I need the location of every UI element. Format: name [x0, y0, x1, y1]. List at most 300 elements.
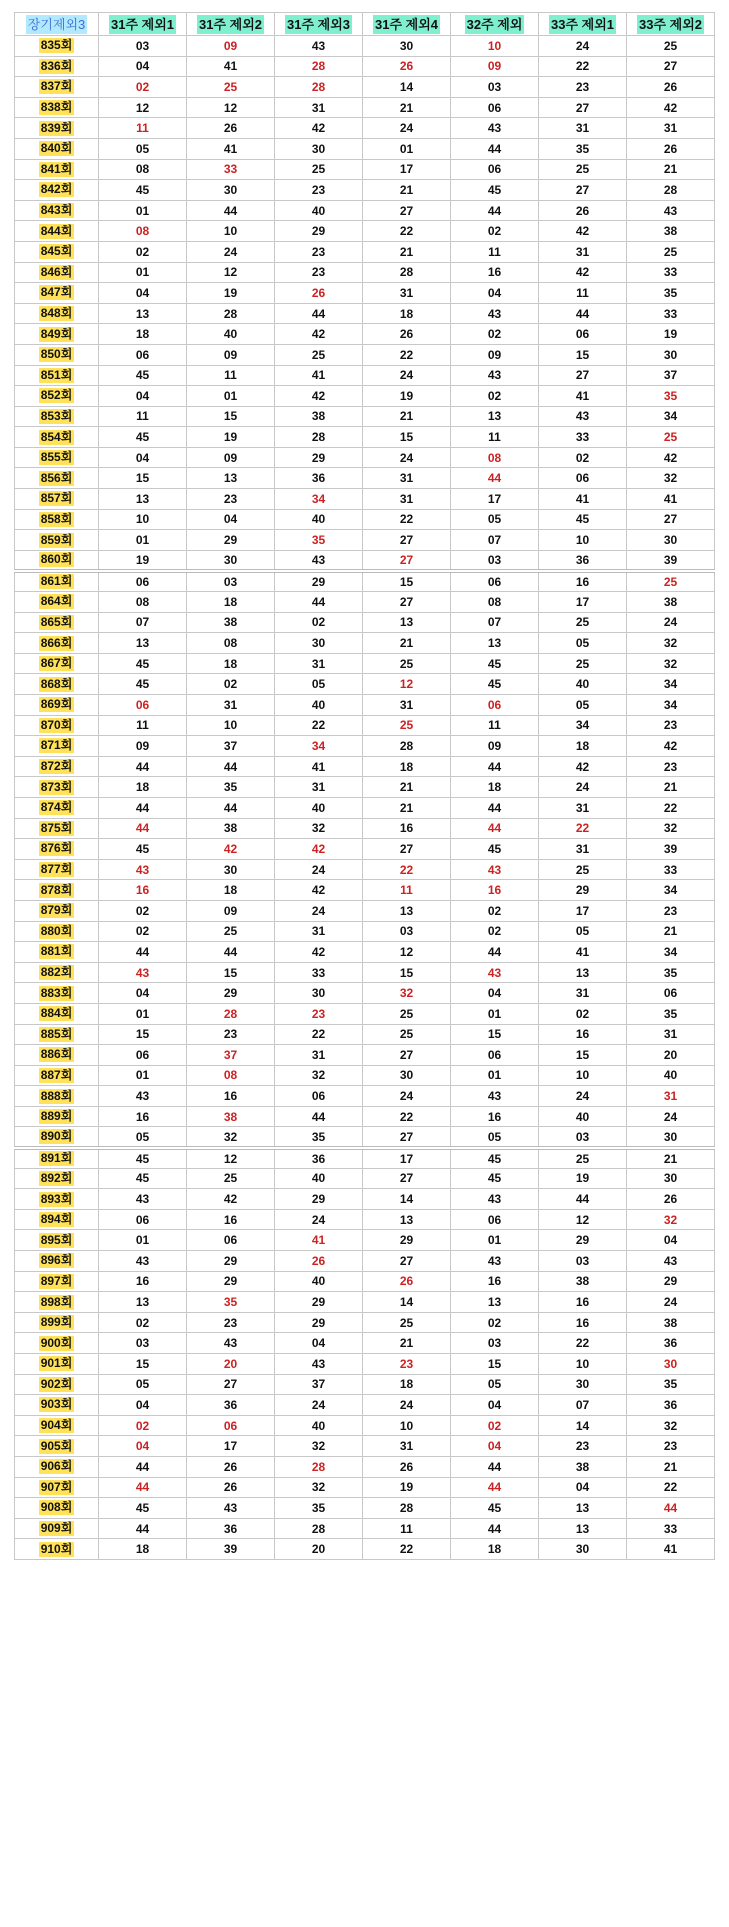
round-cell — [15, 159, 99, 180]
number-cell: 23 — [187, 1024, 275, 1045]
table-row — [15, 839, 715, 860]
number-cell: 06 — [539, 468, 627, 489]
number-cell: 17 — [363, 1148, 451, 1169]
number-cell: 26 — [187, 1456, 275, 1477]
number-cell: 25 — [363, 653, 451, 674]
number-cell: 31 — [539, 241, 627, 262]
round-cell — [15, 983, 99, 1004]
number-cell: 12 — [363, 942, 451, 963]
number-cell: 43 — [187, 1498, 275, 1519]
number-cell: 18 — [363, 303, 451, 324]
table-row — [15, 653, 715, 674]
table-row — [15, 1065, 715, 1086]
number-cell: 42 — [539, 756, 627, 777]
number-cell: 11 — [451, 715, 539, 736]
number-cell: 45 — [451, 674, 539, 695]
number-cell: 03 — [451, 1333, 539, 1354]
number-cell: 24 — [539, 1086, 627, 1107]
round-label: 842회 — [40, 182, 73, 197]
number-cell: 19 — [187, 427, 275, 448]
number-cell: 31 — [275, 1045, 363, 1066]
table-row — [15, 1498, 715, 1519]
round-cell — [15, 386, 99, 407]
number-cell: 08 — [99, 592, 187, 613]
round-cell — [15, 427, 99, 448]
round-cell — [15, 241, 99, 262]
round-label: 848회 — [40, 306, 73, 321]
number-cell: 04 — [99, 447, 187, 468]
round-label: 853회 — [40, 408, 73, 423]
number-cell: 06 — [99, 1209, 187, 1230]
number-cell: 42 — [187, 1189, 275, 1210]
round-cell — [15, 859, 99, 880]
table-body — [15, 36, 715, 1560]
round-label: 852회 — [40, 388, 73, 403]
table-row — [15, 283, 715, 304]
number-cell: 31 — [539, 983, 627, 1004]
number-cell: 43 — [627, 200, 715, 221]
round-cell — [15, 56, 99, 77]
number-cell: 01 — [451, 1003, 539, 1024]
number-cell: 12 — [363, 674, 451, 695]
round-label: 907회 — [40, 1479, 73, 1494]
number-cell: 21 — [627, 777, 715, 798]
table-row — [15, 365, 715, 386]
table-row — [15, 880, 715, 901]
number-cell: 31 — [363, 1436, 451, 1457]
number-cell: 01 — [99, 1230, 187, 1251]
table-row — [15, 674, 715, 695]
number-cell: 05 — [99, 138, 187, 159]
round-cell — [15, 468, 99, 489]
round-label: 908회 — [40, 1500, 73, 1515]
number-cell: 30 — [275, 633, 363, 654]
table-row — [15, 427, 715, 448]
number-cell: 15 — [187, 406, 275, 427]
number-cell: 32 — [275, 1065, 363, 1086]
number-cell: 02 — [99, 241, 187, 262]
number-cell: 40 — [275, 1271, 363, 1292]
number-cell: 20 — [275, 1539, 363, 1560]
number-cell: 28 — [627, 180, 715, 201]
round-label: 899회 — [40, 1315, 73, 1330]
table-row — [15, 241, 715, 262]
number-cell: 14 — [363, 77, 451, 98]
number-cell: 16 — [539, 1024, 627, 1045]
number-cell: 18 — [363, 756, 451, 777]
table-row — [15, 509, 715, 530]
table-row — [15, 138, 715, 159]
number-cell: 41 — [627, 489, 715, 510]
number-cell: 18 — [451, 777, 539, 798]
round-label: 872회 — [40, 759, 73, 774]
number-cell: 20 — [187, 1354, 275, 1375]
number-cell: 35 — [627, 386, 715, 407]
number-cell: 06 — [451, 97, 539, 118]
table-row — [15, 489, 715, 510]
number-cell: 43 — [275, 36, 363, 57]
number-cell: 06 — [275, 1086, 363, 1107]
table-row — [15, 1086, 715, 1107]
round-label: 841회 — [40, 161, 73, 176]
number-cell: 35 — [627, 1003, 715, 1024]
number-cell: 25 — [539, 653, 627, 674]
round-label: 875회 — [40, 820, 73, 835]
table-row — [15, 530, 715, 551]
round-cell — [15, 1024, 99, 1045]
round-label: 861회 — [40, 574, 73, 589]
number-cell: 45 — [99, 1498, 187, 1519]
number-cell: 13 — [451, 406, 539, 427]
number-cell: 30 — [363, 36, 451, 57]
number-cell: 04 — [99, 1436, 187, 1457]
number-cell: 16 — [451, 1106, 539, 1127]
round-cell — [15, 180, 99, 201]
number-cell: 23 — [275, 241, 363, 262]
number-cell: 02 — [99, 77, 187, 98]
number-cell: 24 — [539, 777, 627, 798]
number-cell: 16 — [539, 1312, 627, 1333]
number-cell: 15 — [363, 427, 451, 448]
round-cell — [15, 1148, 99, 1169]
number-cell: 45 — [99, 1148, 187, 1169]
round-label: 871회 — [40, 738, 73, 753]
number-cell: 01 — [451, 1230, 539, 1251]
round-cell — [15, 406, 99, 427]
number-cell: 12 — [187, 1148, 275, 1169]
number-cell: 27 — [363, 1251, 451, 1272]
table-row — [15, 324, 715, 345]
number-cell: 32 — [627, 468, 715, 489]
table-row — [15, 1539, 715, 1560]
number-cell: 22 — [363, 1539, 451, 1560]
round-cell — [15, 1436, 99, 1457]
number-cell: 31 — [363, 489, 451, 510]
number-cell: 34 — [539, 715, 627, 736]
number-cell: 35 — [187, 777, 275, 798]
number-cell: 06 — [451, 1045, 539, 1066]
number-cell: 33 — [627, 303, 715, 324]
number-cell: 32 — [275, 818, 363, 839]
number-cell: 43 — [539, 406, 627, 427]
number-cell: 40 — [539, 1106, 627, 1127]
table-row — [15, 1292, 715, 1313]
number-cell: 22 — [363, 1106, 451, 1127]
number-cell: 16 — [451, 262, 539, 283]
number-cell: 35 — [627, 1374, 715, 1395]
table-row — [15, 159, 715, 180]
number-cell: 09 — [451, 736, 539, 757]
number-cell: 05 — [539, 633, 627, 654]
round-label: 880회 — [40, 923, 73, 938]
number-cell: 18 — [363, 1374, 451, 1395]
table-row — [15, 1003, 715, 1024]
number-cell: 01 — [99, 1065, 187, 1086]
number-cell: 25 — [363, 715, 451, 736]
number-cell: 36 — [187, 1518, 275, 1539]
number-cell: 32 — [627, 633, 715, 654]
number-cell: 17 — [363, 159, 451, 180]
header-cell — [539, 13, 627, 36]
number-cell: 44 — [99, 818, 187, 839]
number-cell: 45 — [451, 180, 539, 201]
number-cell: 24 — [275, 859, 363, 880]
number-cell: 31 — [363, 468, 451, 489]
number-cell: 23 — [539, 1436, 627, 1457]
number-cell: 16 — [187, 1086, 275, 1107]
round-label: 874회 — [40, 800, 73, 815]
number-cell: 02 — [451, 324, 539, 345]
round-label: 893회 — [40, 1191, 73, 1206]
round-cell — [15, 489, 99, 510]
number-cell: 41 — [627, 1539, 715, 1560]
number-cell: 29 — [187, 530, 275, 551]
number-cell: 31 — [275, 777, 363, 798]
number-cell: 29 — [539, 1230, 627, 1251]
number-cell: 24 — [363, 1086, 451, 1107]
round-cell — [15, 262, 99, 283]
number-cell: 02 — [99, 921, 187, 942]
number-cell: 30 — [627, 344, 715, 365]
round-cell — [15, 1086, 99, 1107]
header-row — [15, 13, 715, 36]
number-cell: 44 — [539, 303, 627, 324]
number-cell: 27 — [539, 365, 627, 386]
table-row — [15, 221, 715, 242]
number-cell: 28 — [275, 56, 363, 77]
table-row — [15, 1251, 715, 1272]
round-label: 881회 — [40, 944, 73, 959]
table-row — [15, 962, 715, 983]
number-cell: 31 — [187, 695, 275, 716]
round-cell — [15, 344, 99, 365]
number-cell: 04 — [99, 983, 187, 1004]
number-cell: 27 — [627, 509, 715, 530]
table-row — [15, 983, 715, 1004]
number-cell: 12 — [187, 262, 275, 283]
number-cell: 10 — [363, 1415, 451, 1436]
number-cell: 44 — [451, 1477, 539, 1498]
number-cell: 30 — [627, 1168, 715, 1189]
table-row — [15, 97, 715, 118]
number-cell: 26 — [187, 118, 275, 139]
number-cell: 18 — [99, 777, 187, 798]
number-cell: 17 — [451, 489, 539, 510]
table-row — [15, 1456, 715, 1477]
round-cell — [15, 530, 99, 551]
number-cell: 15 — [99, 1024, 187, 1045]
number-cell: 06 — [187, 1415, 275, 1436]
number-cell: 29 — [275, 1312, 363, 1333]
number-cell: 36 — [627, 1395, 715, 1416]
number-cell: 33 — [275, 962, 363, 983]
number-cell: 43 — [99, 1086, 187, 1107]
number-cell: 23 — [539, 77, 627, 98]
number-cell: 25 — [627, 571, 715, 592]
round-cell — [15, 1271, 99, 1292]
number-cell: 43 — [451, 1086, 539, 1107]
number-cell: 43 — [99, 859, 187, 880]
round-label: 898회 — [40, 1294, 73, 1309]
number-cell: 13 — [539, 962, 627, 983]
number-cell: 03 — [363, 921, 451, 942]
number-cell: 21 — [363, 406, 451, 427]
round-label: 837회 — [40, 79, 73, 94]
round-cell — [15, 633, 99, 654]
number-cell: 19 — [627, 324, 715, 345]
number-cell: 37 — [275, 1374, 363, 1395]
number-cell: 45 — [539, 509, 627, 530]
table-row — [15, 77, 715, 98]
table-row — [15, 1209, 715, 1230]
number-cell: 44 — [451, 756, 539, 777]
number-cell: 25 — [187, 77, 275, 98]
number-cell: 26 — [275, 283, 363, 304]
number-cell: 23 — [187, 1312, 275, 1333]
number-cell: 26 — [539, 200, 627, 221]
number-cell: 42 — [627, 447, 715, 468]
number-cell: 41 — [539, 386, 627, 407]
number-cell: 38 — [627, 592, 715, 613]
number-cell: 17 — [187, 1436, 275, 1457]
round-label: 879회 — [40, 903, 73, 918]
number-cell: 45 — [451, 1148, 539, 1169]
number-cell: 19 — [363, 386, 451, 407]
number-cell: 24 — [363, 365, 451, 386]
number-cell: 44 — [187, 756, 275, 777]
number-cell: 42 — [275, 324, 363, 345]
number-cell: 26 — [187, 1477, 275, 1498]
number-cell: 40 — [539, 674, 627, 695]
header-label: 31주 제외2 — [199, 16, 262, 32]
number-cell: 25 — [539, 612, 627, 633]
number-cell: 15 — [363, 962, 451, 983]
round-label: 849회 — [40, 326, 73, 341]
number-cell: 09 — [187, 36, 275, 57]
round-label: 903회 — [40, 1397, 73, 1412]
number-cell: 44 — [99, 797, 187, 818]
header-label: 33주 제외1 — [551, 16, 614, 32]
number-cell: 34 — [627, 695, 715, 716]
table-row — [15, 1230, 715, 1251]
number-cell: 31 — [539, 797, 627, 818]
number-cell: 44 — [451, 818, 539, 839]
number-cell: 40 — [627, 1065, 715, 1086]
number-cell: 34 — [275, 489, 363, 510]
number-cell: 44 — [451, 468, 539, 489]
number-cell: 18 — [187, 653, 275, 674]
header-cell — [451, 13, 539, 36]
number-cell: 05 — [451, 1374, 539, 1395]
round-cell — [15, 303, 99, 324]
number-cell: 11 — [99, 715, 187, 736]
number-cell: 07 — [99, 612, 187, 633]
number-cell: 18 — [99, 324, 187, 345]
number-cell: 44 — [539, 1189, 627, 1210]
round-cell — [15, 612, 99, 633]
number-cell: 25 — [187, 1168, 275, 1189]
number-cell: 44 — [451, 1456, 539, 1477]
round-label: 859회 — [40, 532, 73, 547]
round-cell — [15, 1395, 99, 1416]
number-cell: 44 — [99, 1477, 187, 1498]
number-cell: 31 — [539, 839, 627, 860]
round-cell — [15, 1003, 99, 1024]
table-row — [15, 942, 715, 963]
number-cell: 24 — [627, 612, 715, 633]
number-cell: 11 — [363, 880, 451, 901]
number-cell: 41 — [539, 942, 627, 963]
number-cell: 29 — [275, 221, 363, 242]
number-cell: 42 — [539, 262, 627, 283]
number-cell: 44 — [275, 303, 363, 324]
number-cell: 11 — [451, 427, 539, 448]
number-cell: 30 — [187, 180, 275, 201]
number-cell: 24 — [363, 118, 451, 139]
number-cell: 32 — [275, 1477, 363, 1498]
table-row — [15, 797, 715, 818]
number-cell: 16 — [363, 818, 451, 839]
number-cell: 22 — [627, 797, 715, 818]
number-cell: 02 — [451, 921, 539, 942]
round-label: 902회 — [40, 1376, 73, 1391]
number-cell: 29 — [275, 571, 363, 592]
number-cell: 09 — [451, 56, 539, 77]
round-cell — [15, 797, 99, 818]
number-cell: 31 — [539, 118, 627, 139]
number-cell: 03 — [99, 1333, 187, 1354]
header-cell — [627, 13, 715, 36]
number-cell: 23 — [627, 715, 715, 736]
number-cell: 31 — [627, 1024, 715, 1045]
round-label: 896회 — [40, 1253, 73, 1268]
round-label: 846회 — [40, 264, 73, 279]
number-cell: 33 — [627, 1518, 715, 1539]
number-cell: 43 — [451, 1251, 539, 1272]
round-label: 909회 — [40, 1521, 73, 1536]
number-cell: 24 — [627, 1106, 715, 1127]
number-cell: 33 — [539, 427, 627, 448]
table-row — [15, 1189, 715, 1210]
number-cell: 44 — [99, 756, 187, 777]
table-row — [15, 859, 715, 880]
number-cell: 28 — [275, 77, 363, 98]
number-cell: 39 — [627, 839, 715, 860]
table-row — [15, 1436, 715, 1457]
round-label: 882회 — [40, 965, 73, 980]
number-cell: 28 — [363, 262, 451, 283]
round-label: 888회 — [40, 1088, 73, 1103]
number-cell: 17 — [539, 592, 627, 613]
number-cell: 28 — [363, 736, 451, 757]
number-cell: 43 — [451, 118, 539, 139]
round-cell — [15, 1106, 99, 1127]
number-cell: 18 — [99, 1539, 187, 1560]
round-label: 889회 — [40, 1109, 73, 1124]
number-cell: 10 — [187, 715, 275, 736]
number-cell: 14 — [363, 1292, 451, 1313]
number-cell: 29 — [187, 1251, 275, 1272]
round-label: 858회 — [40, 511, 73, 526]
round-label: 887회 — [40, 1067, 73, 1082]
round-label: 865회 — [40, 614, 73, 629]
number-cell: 13 — [363, 612, 451, 633]
number-cell: 26 — [363, 324, 451, 345]
number-cell: 21 — [363, 777, 451, 798]
number-cell: 16 — [451, 1271, 539, 1292]
number-cell: 05 — [275, 674, 363, 695]
number-cell: 25 — [363, 1024, 451, 1045]
